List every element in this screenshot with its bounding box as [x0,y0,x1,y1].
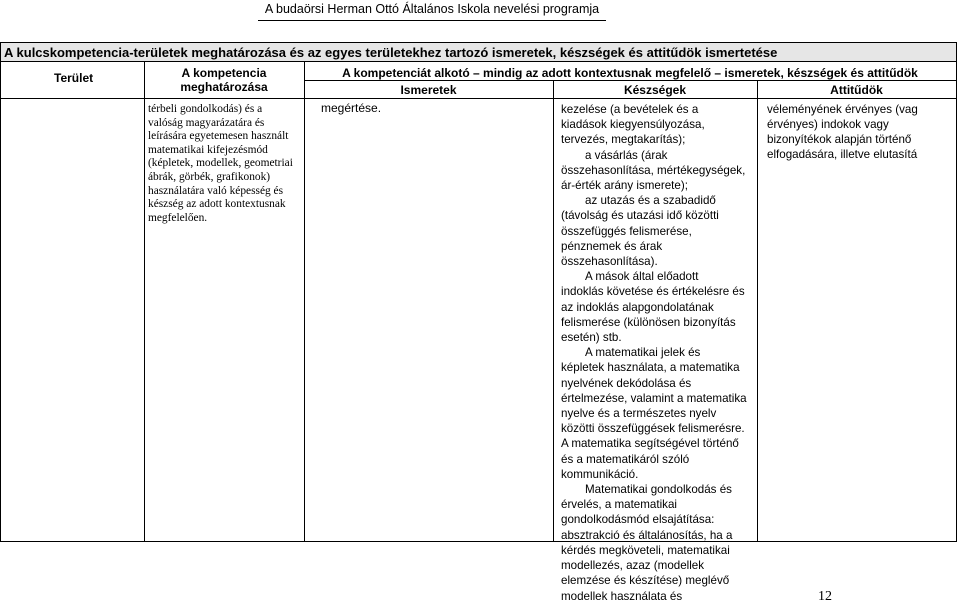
text-line: kiadások kiegyensúlyozása, [561,118,705,132]
text-line: az indoklás alapgondolatának [561,300,714,314]
text-line: bizonyítékok alapján történő [767,133,912,146]
header-alkoto: A kompetenciát alkotó – mindig az adott kontextusnak megfelelő – ismeretek, készségek és attitűdök [342,66,918,80]
header-meghatarozas [144,66,304,94]
subheader-rule [304,80,956,81]
text-line: érvelés, a matematikai [561,498,677,512]
text-line: gondolkodásmód elsajátítása: [561,513,715,527]
text-line: véleményének érvényes (vag [767,103,918,116]
text-line: nyelvének dekódolása és [561,376,692,390]
text-line: felismerése (különösen bizonyítás [561,315,736,329]
text-line: (képletek, modellek, geometriai [148,157,293,170]
text-line: ábrák, görbék, grafikonok) [148,170,271,183]
table-title: A kulcskompetencia-területek meghatározása és az egyes területekhez tartozó ismeretek, készségek és attitűdök ismertetése [4,45,778,60]
text-line: indoklás követése és értékelésre és [561,285,745,299]
text-line: nyelve és a természetes nyelv [561,407,717,421]
header-bottom-rule [0,98,956,99]
text-line: az utazás és a szabadidő [585,194,716,208]
school-program-title: A budaörsi Herman Ottó Általános Iskola nevelési programja [264,2,600,16]
text-line: A mások által előadott [585,270,699,284]
text-line: értelmezése, valamint a matematika [561,391,747,405]
text-line: használatára való képesség és [148,184,284,197]
text-line: kezelése (a bevételek és a [561,103,699,116]
text-line: összefüggés felismerése, [561,224,692,238]
header-keszsegek: Készségek [623,83,687,97]
text-line: modellek használata és [561,589,683,603]
text-line: valóság magyarázatára és [148,116,265,129]
column-divider [144,62,145,542]
text-line: képletek használata, a matematika [561,361,740,375]
definition-cell [148,103,302,225]
text-line: Matematikai gondolkodás és [585,483,732,497]
text-line: pénznemek és árak [561,239,663,253]
text-line: kérdés megköveteli, matematikai [561,543,730,557]
text-line: esetén) stb. [561,331,622,345]
text-line: A matematika segítségével történő [561,437,739,451]
column-divider [553,80,554,542]
text-line: közötti összefüggések felismerésre. [561,422,745,436]
text-line: tervezés, megtakarítás); [561,133,686,147]
text-line: térbeli gondolkodás) és a [148,103,263,115]
text-line: leírására egyetemesen használt [148,130,289,143]
text-line: összehasonlítása, mértékegységek, [561,163,746,177]
header-ismeretek: Ismeretek [400,83,457,97]
text-line: megértése. [321,101,382,115]
attitudok-cell [767,102,956,162]
table-border-right [956,62,957,542]
header-terulet: Terület [54,71,94,85]
text-line: A matematikai jelek és [585,346,701,360]
text-line: elfogadására, illetve elutasítá [767,148,918,161]
text-line: érvényes) indokok vagy [767,118,889,131]
text-line: ár-érték arány ismerete); [561,179,688,193]
header-meghatarozas-line: A kompetencia [181,66,267,80]
text-line: készség az adott kontextusnak [148,198,286,211]
column-divider [757,80,758,542]
column-divider [304,62,305,542]
header-meghatarozas-line: meghatározása [180,80,268,94]
text-line: absztrakció és általánosítás, ha a [561,528,733,542]
header-attitudok: Attitűdök [830,83,883,97]
table-bottom-rule [0,541,956,542]
ismeretek-cell [321,102,551,116]
text-line: matematikai kifejezésmód [148,143,268,156]
text-line: a vásárlás (árak [585,148,668,162]
text-line: megfelelően. [148,211,208,224]
text-line: kommunikáció. [561,467,639,481]
text-line: és a matematikáról szóló [561,452,690,466]
keszsegek-cell [561,102,756,604]
text-line: (távolság és utazási idő közötti [561,209,719,223]
page-number: 12 [818,589,832,604]
text-line: modellezés, azaz (modellek [561,559,705,573]
table-border-left [0,62,1,542]
text-line: összehasonlítása). [561,255,658,269]
text-line: elemzése és készítése) meglévő [561,574,730,588]
